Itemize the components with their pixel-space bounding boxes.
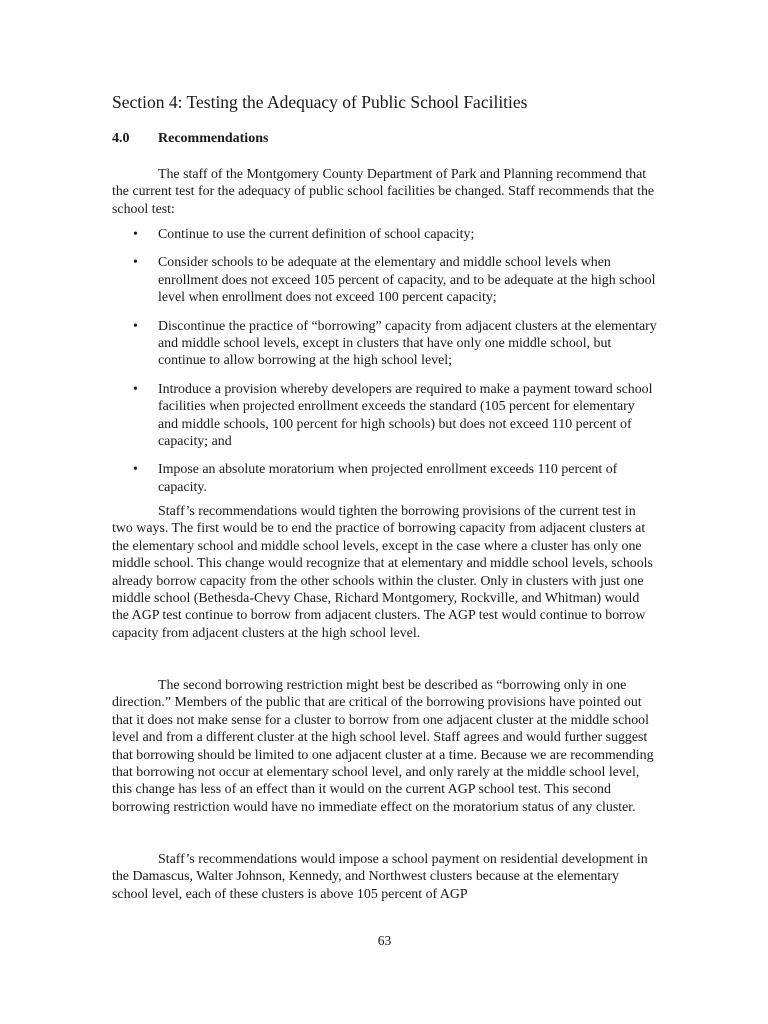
body-paragraph: Staff’s recommendations would tighten the borrowing provisions of the current test in two ways. The first would be to end the practice of borrowing capacity from adjacent clusters at the elementary school and middle school levels, except in the case where a cluster has only one middle school. This change would recognize that at elementary and middle school levels, schools already borrow capacity from the other schools within the cluster. Only in clusters with just one middle school (Bethesda-Chevy Chase, Richard Montgomery, Rockville, and Whitman) would the AGP test continue to borrow from adjacent clusters. The AGP test would continue to borrow capacity from adjacent clusters at the high school level. — [112, 504, 653, 641]
list-item — [112, 381, 657, 451]
recommendation-list — [112, 226, 657, 507]
list-item — [112, 318, 657, 370]
subsection-heading — [112, 131, 268, 147]
list-item — [112, 254, 657, 306]
body-paragraph: Staff’s recommendations would impose a school payment on residential development in the Damascus, Walter Johnson, Kennedy, and Northwest clusters because at the elementary school level, each of these clusters is above 105 percent of AGP — [112, 852, 648, 902]
list-item — [112, 461, 657, 496]
list-item-text: Discontinue the practice of “borrowing” capacity from adjacent clusters at the elementary and middle school levels, except in clusters that have only one middle school, but continue to allow borrowing at the high school level; — [158, 318, 657, 369]
page-number: 63 — [377, 933, 392, 948]
intro-paragraph: The staff of the Montgomery County Department of Park and Planning recommend that the current test for the adequacy of public school facilities be changed. Staff recommends that the school test: — [112, 167, 655, 217]
subsection-title: Recommendations — [158, 131, 269, 146]
list-item-text: Impose an absolute moratorium when projected enrollment exceeds 110 percent of capacity. — [158, 462, 618, 495]
body-paragraph: The second borrowing restriction might best be described as “borrowing only in one direction.” Members of the public that are critical of the borrowing provisions have pointed out that it does not make sense for a cluster to borrow from one adjacent cluster at the middle school level and from a different cluster at the high school level. Staff agrees and would further suggest that borrowing should be limited to one adjacent cluster at a time. Because we are recommending that borrowing not occur at elementary school level, and only rarely at the middle school level, this change has less of an effect than it would on the current AGP school test. This second borrowing restriction would have no immediate effect on the moratorium status of any cluster. — [112, 678, 654, 815]
bullet-icon: • — [133, 227, 138, 242]
bullet-icon: • — [133, 255, 138, 271]
list-item — [112, 226, 657, 243]
section-title: Section 4: Testing the Adequacy of Public School Facilities — [112, 92, 528, 112]
bullet-icon: • — [133, 462, 138, 478]
subsection-number: 4.0 — [112, 131, 130, 146]
bullet-icon: • — [133, 318, 138, 334]
list-item-text: Consider schools to be adequate at the elementary and middle school levels when enrollment does not exceed 105 percent of capacity, and to be adequate at the high school level when enrollment does not exceed 100 percent capacity; — [158, 255, 656, 306]
list-item-text: Introduce a provision whereby developers are required to make a payment toward school facilities when projected enrollment exceeds the standard (105 percent for elementary and middle schools, 100 percent for high schools) but does not exceed 110 percent of capacity; and — [158, 381, 653, 450]
list-item-text: Continue to use the current definition of school capacity; — [158, 227, 475, 242]
bullet-icon: • — [133, 381, 138, 397]
